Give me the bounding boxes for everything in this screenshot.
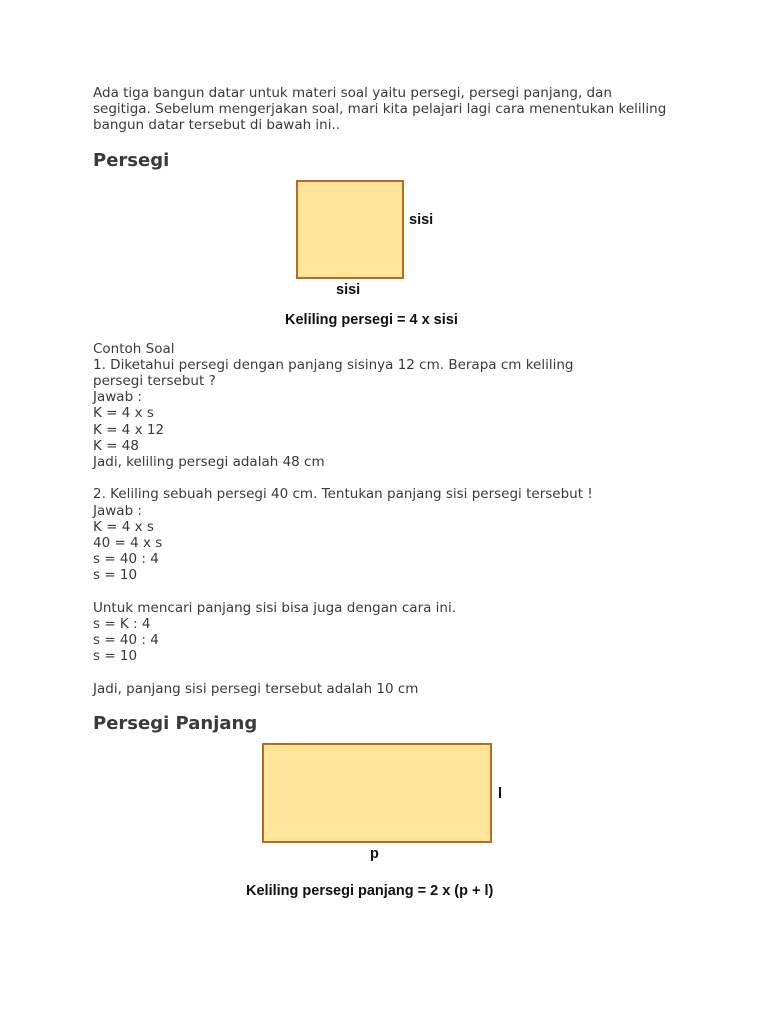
heading-persegi-panjang: Persegi Panjang <box>93 713 258 735</box>
contoh-soal-line: K = 4 x 12 <box>93 421 165 438</box>
intro-paragraph: Ada tiga bangun datar untuk materi soal yaitu persegi, persegi panjang, dan segitiga. Sebelum mengerjakan soal, mari kita pelajari lagi cara menentukan keliling bangun datar tersebut di bawah ini.. <box>93 85 667 134</box>
blank-line <box>93 665 683 681</box>
contoh-soal-line: s = 10 <box>93 567 138 584</box>
blank-line <box>93 470 683 486</box>
rectangle-label-p: p <box>370 846 379 863</box>
contoh-soal-line: Untuk mencari panjang sisi bisa juga dengan cara ini. <box>93 599 457 616</box>
contoh-soal-line: Contoh Soal <box>93 340 175 357</box>
figure-persegi <box>93 171 683 341</box>
contoh-soal-line: 1. Diketahui persegi dengan panjang sisinya 12 cm. Berapa cm keliling <box>93 356 574 373</box>
heading-persegi: Persegi <box>93 149 170 171</box>
contoh-soal-line: K = 4 x s <box>93 405 154 422</box>
contoh-soal-line: 2. Keliling sebuah persegi 40 cm. Tentukan panjang sisi persegi tersebut ! <box>93 486 593 503</box>
contoh-soal-line: Jadi, panjang sisi persegi tersebut adalah 10 cm <box>93 680 419 697</box>
contoh-soal-line: s = 40 : 4 <box>93 551 159 568</box>
square-shape <box>296 180 404 279</box>
figure-persegi-panjang <box>93 734 683 924</box>
square-side-label-right: sisi <box>409 211 434 228</box>
contoh-soal-line: s = 40 : 4 <box>93 632 159 649</box>
rectangle-shape <box>262 743 492 843</box>
contoh-soal-line: 40 = 4 x s <box>93 535 163 552</box>
rectangle-label-l: l <box>498 786 503 803</box>
contoh-soal-line: Jawab : <box>93 502 142 519</box>
contoh-soal-line: K = 48 <box>93 437 139 454</box>
document-page <box>93 85 683 924</box>
contoh-soal-line: s = 10 <box>93 648 138 665</box>
formula-persegi: Keliling persegi = 4 x sisi <box>285 311 458 328</box>
contoh-soal-line: K = 4 x s <box>93 518 154 535</box>
contoh-soal-line: Jawab : <box>93 389 142 406</box>
contoh-soal-line: s = K : 4 <box>93 616 151 633</box>
contoh-soal-line: persegi tersebut ? <box>93 373 216 390</box>
formula-persegi-panjang: Keliling persegi panjang = 2 x (p + l) <box>246 883 494 900</box>
square-side-label-bottom: sisi <box>336 281 361 298</box>
contoh-soal-line: Jadi, keliling persegi adalah 48 cm <box>93 454 325 471</box>
contoh-soal-block <box>93 341 683 697</box>
blank-line <box>93 584 683 600</box>
